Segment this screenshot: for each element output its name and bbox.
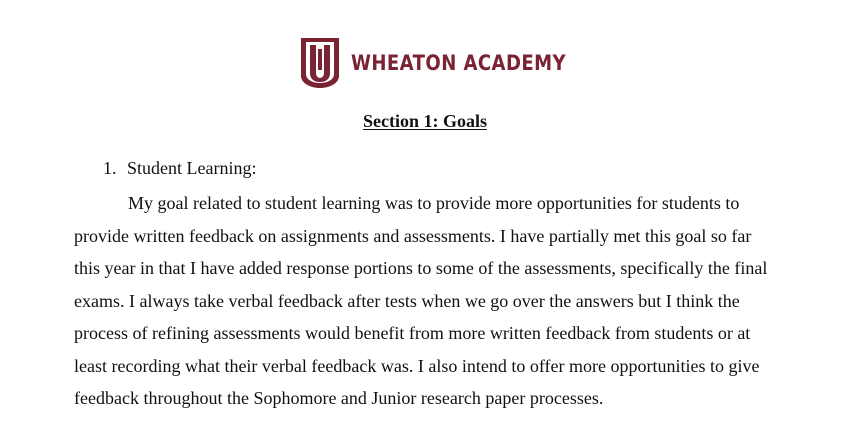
paragraph-line: process of refining assessments would benefit from more written feedback from students or at (74, 323, 751, 343)
paragraph-line: least recording what their verbal feedback was. I also intend to offer more opportunities to give (74, 355, 760, 376)
paragraph-line: feedback throughout the Sophomore and Junior research paper processes. (74, 388, 604, 408)
wheaton-academy-logo (299, 36, 601, 90)
body-paragraph (74, 187, 794, 415)
list-item-number: 1. (103, 158, 117, 178)
paragraph-line: provide written feedback on assignments and assessments. I have partially met this goal so far (74, 225, 752, 246)
list-item (103, 158, 256, 179)
paragraph-line: this year in that I have added response portions to some of the assessments, specifically the final (74, 258, 768, 278)
logo-text: WHEATON ACADEMY (351, 51, 567, 75)
section-title: Section 1: Goals (363, 111, 487, 131)
list-item-label: Student Learning: (127, 158, 257, 178)
paragraph-line: exams. I always take verbal feedback after tests when we go over the answers but I think the (74, 290, 740, 311)
shield-monogram-icon (299, 36, 341, 90)
paragraph-line: My goal related to student learning was to provide more opportunities for students to (128, 193, 740, 213)
